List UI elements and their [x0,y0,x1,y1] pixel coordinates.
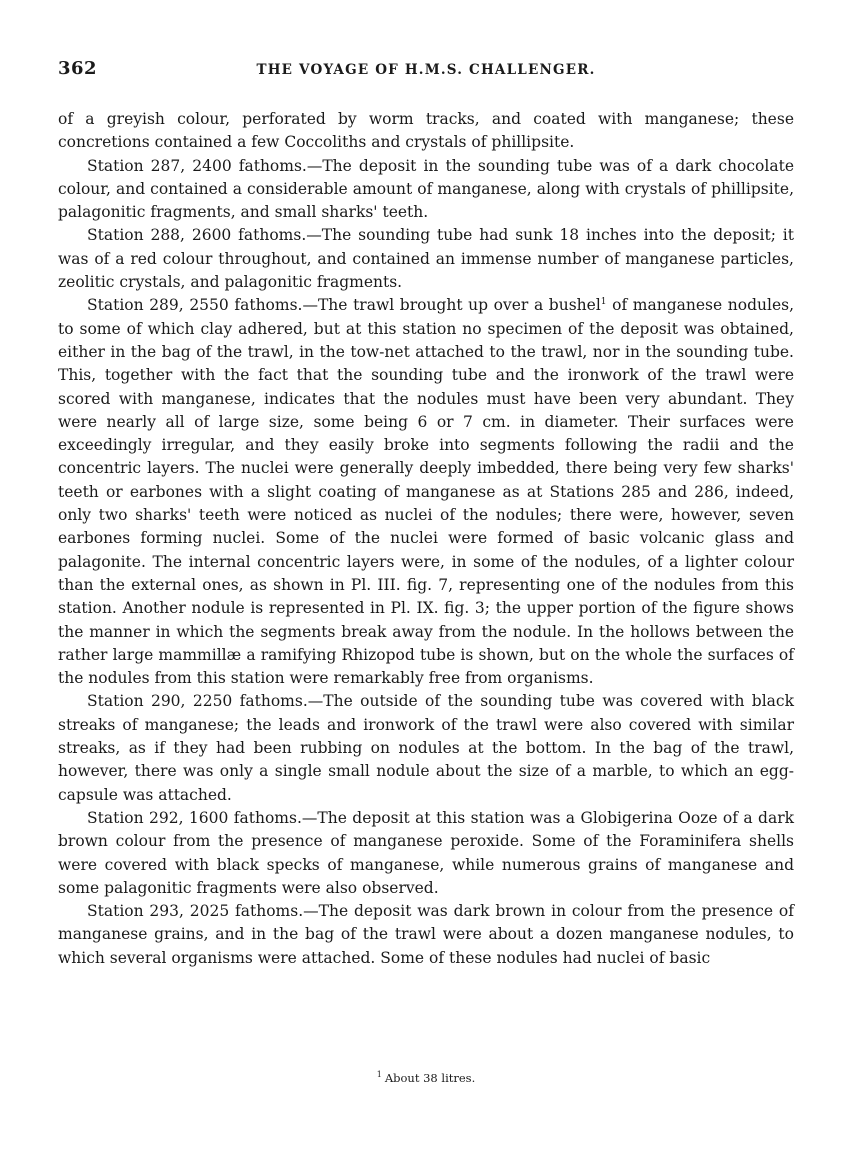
footnote-reference: 1 [600,297,607,308]
paragraph-station-290: Station 290, 2250 fathoms.—The outside of the sounding tube was covered with black streaks of manganese; the leads and ironwork of the trawl were also covered with similar streaks, as if they had been rubbing on nodules at the bottom. In the bag of the trawl, however, there was only a single small nodule about the size of a marble, to which an egg-capsule was attached. [58,692,794,804]
paragraph-station-288: Station 288, 2600 fathoms.—The sounding tube had sunk 18 inches into the deposit; it was of a red colour throughout, and contained an immense number of manganese particles, zeolitic crystals, and palagonitic fragments. [58,226,794,292]
station-289-text-rest: of manganese nodules, to some of which clay adhered, but at this station no specimen of the deposit was obtained, either in the bag of the trawl, in the tow-net attached to the trawl, nor in the sounding tube. This, together with the fact that the sounding tube and the ironwork of the trawl were scored with manganese, indicates that the nodules must have been very abundant. They were nearly all of large size, some being 6 or 7 cm. in diameter. Their surfaces were exceedingly irregular, and they easily broke into segments following the radii and the concentric layers. The nuclei were generally deeply imbedded, there being very few sharks' teeth or earbones with a slight coating of manganese as at Stations 285 and 286, indeed, only two sharks' teeth were noticed as nuclei of the nodules; there were, however, seven earbones forming nuclei. Some of the nuclei were formed of basic volcanic glass and palagonite. The internal concentric layers were, in some of the nodules, of a lighter colour than the external ones, as shown in Pl. III. fig. 7, representing one of the nodules from this station. Another nodule is represented in Pl. IX. fig. 3; the upper portion of the figure shows the manner in which the segments break away from the nodule. In the hollows between the rather large mammillæ a ramifying Rhizopod tube is shown, but on the whole the surfaces of the nodules from this station were remarkably free from organisms. [58,296,795,688]
page [58,58,795,1085]
paragraph-station-287: Station 287, 2400 fathoms.—The deposit in the sounding tube was of a dark chocolate colour, and contained a considerable amount of manganese, along with crystals of phillipsite, palagonitic fragments, and small sharks' teeth. [58,156,794,222]
station-289-text-start: Station 289, 2550 fathoms.—The trawl brought up over a bushel [87,296,601,315]
footnote-mark: 1 [376,1070,382,1080]
footnote [58,1071,794,1085]
running-head [58,58,794,86]
paragraph-station-292: Station 292, 1600 fathoms.—The deposit at this station was a Globigerina Ooze of a dark brown colour from the presence of manganese peroxide. Some of the Foraminifera shells were covered with black specks of manganese, while numerous grains of manganese and some palagonitic fragments were also observed. [58,808,794,897]
paragraph-station-289 [58,294,794,690]
paragraph-continuation: of a greyish colour, perforated by worm tracks, and coated with manganese; these concretions contained a few Coccoliths and crystals of phillipsite. [58,110,794,152]
footnote-text: About 38 litres. [384,1071,476,1085]
paragraph-station-293: Station 293, 2025 fathoms.—The deposit was dark brown in colour from the presence of manganese grains, and in the bag of the trawl were about a dozen manganese nodules, to which several organisms were attached. Some of these nodules had nuclei of basic [58,902,794,967]
running-title: THE VOYAGE OF H.M.S. CHALLENGER. [256,62,596,78]
page-number: 362 [58,58,98,79]
body-text [58,108,794,970]
